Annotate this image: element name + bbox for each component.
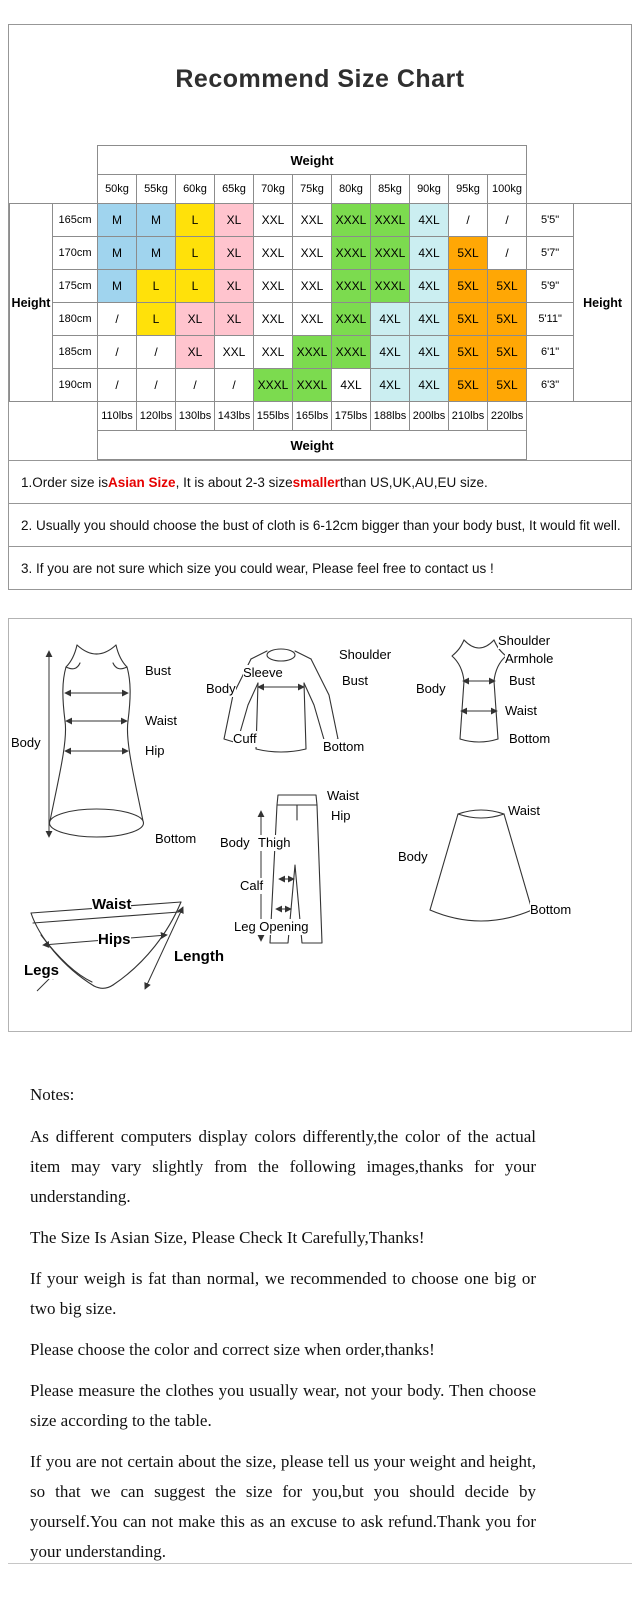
vest-waist-label: Waist [505,703,538,718]
note-paragraph: If your weigh is fat than normal, we recommended to choose one big or two big size. [30,1269,536,1318]
size-cell: M [137,204,176,237]
weight-kg-cell: 65kg [215,175,254,204]
size-cell: XXXL [293,369,332,402]
pants-thigh-label: Thigh [258,835,291,850]
skirt-body-label: Body [398,849,428,864]
shirt-sleeve-label: Sleeve [243,665,283,680]
height-cm-cell: 175cm [53,270,98,303]
note-text: 2. Usually you should choose the bust of cloth is 6-12cm bigger than your body bust, It would fit well. [21,517,621,533]
corner-blank [10,146,98,175]
size-cell: 4XL [332,369,371,402]
size-cell: XXXL [332,237,371,270]
size-cell: L [176,270,215,303]
corner-blank [10,431,98,460]
skirt-waist-label: Waist [508,803,541,818]
size-chart-table [9,145,632,460]
weight-kg-cell: 60kg [176,175,215,204]
weight-lbs-cell: 110lbs [98,402,137,431]
size-cell: 5XL [449,303,488,336]
size-cell: / [98,303,137,336]
size-chart-footnotes [9,460,631,589]
shirt-shoulder-label: Shoulder [339,647,392,662]
size-cell: XXXL [254,369,293,402]
size-cell: L [137,303,176,336]
bottom-divider [8,1563,632,1564]
dress-bottom-label: Bottom [155,831,197,846]
briefs-legs-label: Legs [24,962,60,979]
size-cell: / [176,369,215,402]
corner-blank [10,175,98,204]
weight-lbs-cell: 130lbs [176,402,215,431]
size-cell: 5XL [449,270,488,303]
size-cell: 4XL [410,336,449,369]
height-cm-cell: 165cm [53,204,98,237]
size-cell: / [137,369,176,402]
size-cell: L [176,237,215,270]
height-cm-cell: 190cm [53,369,98,402]
notes-section [30,1080,536,1578]
size-cell: XXXL [332,204,371,237]
size-cell: XXXL [332,336,371,369]
size-cell: XXL [293,237,332,270]
weight-header-bottom: Weight [98,431,527,460]
note-paragraph: As different computers display colors differently,the color of the actual item may vary slightly from the following images,thanks for your understanding. [30,1127,536,1206]
highlighted-text: Asian Size [108,474,176,490]
dress-waist-label: Waist [145,713,178,728]
vest-bottom-label: Bottom [509,731,551,746]
note-paragraph: The Size Is Asian Size, Please Check It Carefully,Thanks! [30,1228,425,1247]
weight-lbs-cell: 220lbs [488,402,527,431]
weight-lbs-cell: 165lbs [293,402,332,431]
notes-heading: Notes: [30,1085,75,1104]
size-cell: XXL [293,270,332,303]
note-paragraph: Please measure the clothes you usually wear, not your body. Then choose size according to the table. [30,1381,536,1430]
corner-blank [527,431,632,460]
size-cell: XXL [215,336,254,369]
briefs-hips-label: Hips [98,931,131,948]
size-cell: XXL [254,270,293,303]
size-cell: XXL [293,204,332,237]
size-cell: 5XL [488,270,527,303]
size-cell: M [137,237,176,270]
corner-blank [527,175,632,204]
shirt-cuff-label: Cuff [233,731,257,746]
size-cell: XL [215,237,254,270]
note-text: , It is about 2-3 size [175,474,293,490]
height-ft-cell: 6'3" [527,369,574,402]
pants-hip-label: Hip [331,808,351,823]
weight-kg-cell: 70kg [254,175,293,204]
height-ft-cell: 5'11" [527,303,574,336]
weight-kg-cell: 100kg [488,175,527,204]
size-cell: / [137,336,176,369]
weight-kg-cell: 80kg [332,175,371,204]
weight-lbs-cell: 188lbs [371,402,410,431]
dress-hip-label: Hip [145,743,165,758]
size-cell: 4XL [410,369,449,402]
size-cell: XXL [293,303,332,336]
size-cell: XL [215,303,254,336]
pants-waist-label: Waist [327,788,360,803]
size-cell: 5XL [488,303,527,336]
dress-body-label: Body [11,735,41,750]
size-cell: XXXL [371,237,410,270]
size-cell: / [98,336,137,369]
height-cm-cell: 185cm [53,336,98,369]
size-cell: XL [176,303,215,336]
weight-lbs-cell: 175lbs [332,402,371,431]
weight-kg-cell: 75kg [293,175,332,204]
size-cell: XXL [254,303,293,336]
dress-bust-label: Bust [145,663,172,678]
size-cell: 5XL [449,237,488,270]
size-cell: XXXL [293,336,332,369]
size-cell: L [176,204,215,237]
size-cell: XXXL [371,270,410,303]
vest-bust-label: Bust [509,673,536,688]
corner-blank [10,402,98,431]
note-paragraph: If you are not certain about the size, please tell us your weight and height, so that we can suggest the size for you,but you should decide by yourself.You can not make this as an excuse to ask refund.Thank you for your understanding. [30,1452,536,1561]
pants-calf-label: Calf [240,878,264,893]
size-cell: XL [215,204,254,237]
weight-kg-cell: 50kg [98,175,137,204]
shirt-body-label: Body [206,681,236,696]
vest-armhole-label: Armhole [505,651,554,666]
note-text: 1.Order size is [21,474,109,490]
size-cell: XXL [254,204,293,237]
height-header-left: Height [10,204,53,402]
shirt-bottom-label: Bottom [323,739,365,754]
height-cm-cell: 180cm [53,303,98,336]
size-cell: XXXL [371,204,410,237]
shirt-bust-label: Bust [342,673,369,688]
dress-figure [39,641,154,866]
pants-leg-opening-label: Leg Opening [234,919,309,934]
weight-kg-cell: 95kg [449,175,488,204]
skirt-figure [419,802,544,936]
size-cell: XXL [254,237,293,270]
note-text: 3. If you are not sure which size you could wear, Please feel free to contact us ! [21,560,494,576]
size-chart-note-3 [9,546,631,589]
size-cell: 4XL [410,270,449,303]
weight-lbs-cell: 210lbs [449,402,488,431]
measurement-diagrams-panel [8,618,632,1032]
vest-body-label: Body [416,681,446,696]
size-cell: XXL [254,336,293,369]
size-cell: / [449,204,488,237]
size-cell: XL [215,270,254,303]
size-cell: / [488,237,527,270]
weight-kg-cell: 90kg [410,175,449,204]
weight-header-top: Weight [98,146,527,175]
size-cell: 4XL [410,303,449,336]
note-paragraph: Please choose the color and correct size when order,thanks! [30,1340,435,1359]
size-cell: XXXL [332,270,371,303]
size-cell: XL [176,336,215,369]
weight-kg-cell: 55kg [137,175,176,204]
size-cell: / [215,369,254,402]
size-cell: 4XL [371,369,410,402]
briefs-length-label: Length [174,948,224,965]
vest-shoulder-label: Shoulder [498,633,551,648]
height-ft-cell: 6'1" [527,336,574,369]
size-cell: / [98,369,137,402]
size-cell: 5XL [488,336,527,369]
briefs-waist-label: Waist [92,896,132,913]
size-cell: 4XL [371,336,410,369]
notes-paragraphs [30,1122,536,1567]
corner-blank [527,146,632,175]
size-cell: XXXL [332,303,371,336]
note-text: than US,UK,AU,EU size. [339,474,488,490]
skirt-bottom-label: Bottom [530,902,572,917]
size-cell: 4XL [410,204,449,237]
size-cell: 5XL [449,369,488,402]
height-header-right: Height [574,204,632,402]
size-cell: M [98,270,137,303]
weight-kg-cell: 85kg [371,175,410,204]
weight-lbs-cell: 200lbs [410,402,449,431]
pants-body-label: Body [220,835,250,850]
weight-lbs-cell: 120lbs [137,402,176,431]
size-cell: M [98,204,137,237]
size-chart-note-2 [9,503,631,546]
size-cell: 4XL [371,303,410,336]
weight-lbs-cell: 155lbs [254,402,293,431]
size-cell: M [98,237,137,270]
size-chart-title: Recommend Size Chart [175,65,465,93]
size-cell: 5XL [488,369,527,402]
weight-lbs-cell: 143lbs [215,402,254,431]
size-cell: / [488,204,527,237]
corner-blank [527,402,632,431]
size-cell: 4XL [410,237,449,270]
size-chart-panel [8,24,632,590]
height-ft-cell: 5'7" [527,237,574,270]
size-cell: L [137,270,176,303]
size-chart-note-1 [9,460,631,503]
height-ft-cell: 5'9" [527,270,574,303]
size-cell: 5XL [449,336,488,369]
height-ft-cell: 5'5" [527,204,574,237]
highlighted-text: smaller [292,474,340,490]
height-cm-cell: 170cm [53,237,98,270]
